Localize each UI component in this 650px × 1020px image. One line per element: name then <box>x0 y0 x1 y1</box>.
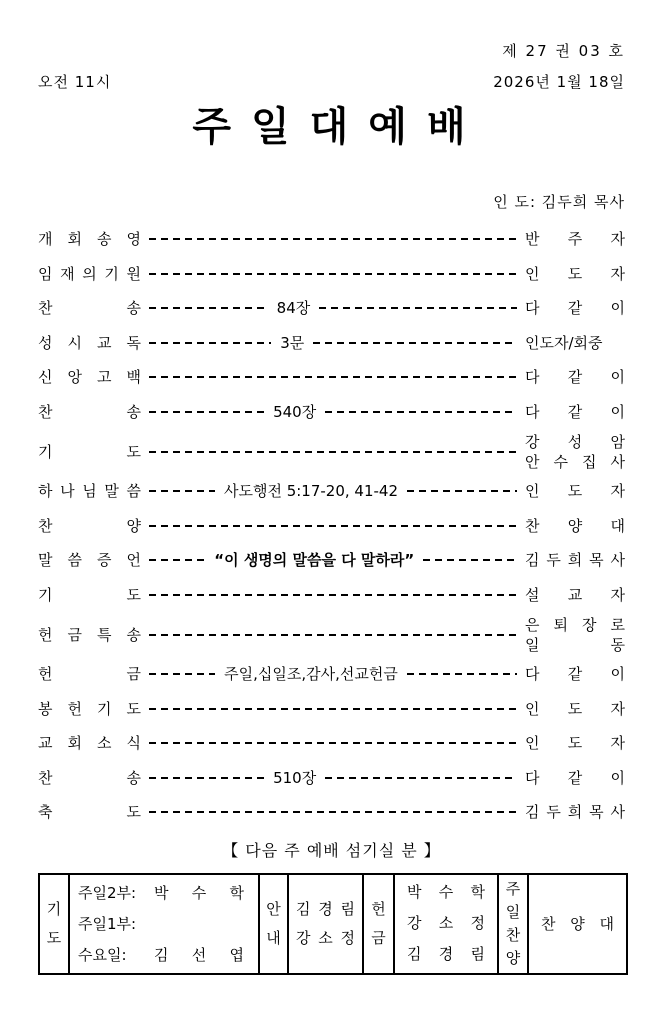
next-week-table <box>38 873 628 975</box>
dotted-leader <box>325 411 517 413</box>
assignee-line: 다 같 이 <box>525 665 625 684</box>
program-item-assignee <box>525 367 625 387</box>
prayer-slot-label: 주일1부: <box>78 914 137 933</box>
prayer-names-cell <box>69 874 259 974</box>
program-row <box>38 326 625 361</box>
dotted-leader <box>149 411 264 413</box>
program-row <box>38 726 625 761</box>
dotted-leader <box>149 342 271 344</box>
prayer-slot-label: 수요일: <box>78 945 127 964</box>
assignee-line: 일 동 <box>525 635 625 654</box>
page-title: 주 일 대 예 배 <box>192 104 471 149</box>
vertical-header-char: 기 <box>46 899 62 918</box>
assignee-line: 설 교 자 <box>525 585 625 604</box>
assignee-line: 안 수 집 사 <box>525 452 625 471</box>
dotted-leader <box>149 673 215 675</box>
program-row <box>38 761 625 796</box>
assignee-line: 다 같 이 <box>525 402 625 421</box>
praise-value: 찬 양 대 <box>541 914 614 933</box>
vertical-header-char: 헌 <box>371 899 386 918</box>
program-item-label: 기 도 <box>38 585 141 604</box>
offering-names-cell <box>394 874 498 974</box>
service-date: 2026년 1월 18일 <box>493 73 625 91</box>
vertical-header-char: 금 <box>371 928 386 947</box>
program-item-label: 헌 금 특 송 <box>38 625 141 644</box>
assignee-line: 김 두 희 목 사 <box>525 551 625 570</box>
usher-name: 강 소 정 <box>296 928 355 947</box>
assignee-line: 다 같 이 <box>525 768 625 787</box>
program-item-label: 말 씀 증 언 <box>38 551 141 570</box>
program-item-assignee <box>525 264 625 284</box>
program-item-assignee <box>525 432 625 472</box>
program-item-label: 헌 금 <box>38 665 141 684</box>
dotted-leader <box>149 273 517 275</box>
issue-number: 제 27 권 03 호 <box>502 42 625 60</box>
dotted-leader <box>149 307 268 309</box>
dotted-leader <box>149 634 517 636</box>
duty-table-row <box>39 874 627 974</box>
next-week-heading: 【 다음 주 예배 섬기실 분 】 <box>222 840 441 860</box>
program-item-label: 찬 송 <box>38 299 141 318</box>
assignee-line: 다 같 이 <box>525 368 625 387</box>
vertical-header-char: 양 <box>505 948 521 967</box>
assignee-line: 다 같 이 <box>525 299 625 318</box>
praise-header-cell <box>498 874 528 974</box>
program-item-assignee <box>525 802 625 822</box>
program-item-label: 기 도 <box>38 442 141 461</box>
assignee-line: 반 주 자 <box>525 230 625 249</box>
assignee-line: 은 퇴 장 로 <box>525 615 625 634</box>
offering-name: 김 경 림 <box>407 945 485 964</box>
dotted-leader <box>149 708 517 710</box>
dotted-leader <box>149 525 517 527</box>
vertical-header-char: 도 <box>46 928 62 947</box>
program-item-assignee <box>525 733 625 753</box>
assignee-line: 인도자/회중 <box>525 333 603 352</box>
program-row <box>38 657 625 692</box>
program-item-assignee <box>525 550 625 570</box>
dotted-leader <box>149 742 517 744</box>
program-item-assignee <box>525 585 625 605</box>
program-row <box>38 795 625 830</box>
program-item-assignee <box>525 229 625 249</box>
dotted-leader <box>313 342 517 344</box>
prayer-line <box>70 877 258 908</box>
assignee-line: 인 도 자 <box>525 734 625 753</box>
program-item-assignee <box>525 333 625 353</box>
program-item-label: 하 나 님 말 씀 <box>38 482 141 501</box>
program-item-assignee <box>525 768 625 788</box>
assignee-line: 강 성 암 <box>525 432 625 451</box>
vertical-header-char: 안 <box>266 899 281 918</box>
program-item-detail: 3문 <box>280 333 305 352</box>
program-item-assignee <box>525 298 625 318</box>
offering-name: 박 수 학 <box>407 883 485 902</box>
dotted-leader <box>423 559 517 561</box>
program-item-detail: 510장 <box>273 768 317 787</box>
vertical-header-char: 일 <box>505 902 521 921</box>
subheader <box>38 73 625 91</box>
program-item-assignee <box>525 481 625 501</box>
program-row <box>38 395 625 430</box>
prayer-person-name: 김 선 엽 <box>154 945 244 964</box>
program-item-detail: 사도행전 5:17-20, 41-42 <box>223 482 399 501</box>
vertical-header-char: 내 <box>266 928 281 947</box>
dotted-leader <box>149 376 517 378</box>
dotted-leader <box>325 777 517 779</box>
program-item-assignee <box>525 664 625 684</box>
program-item-label: 봉 헌 기 도 <box>38 699 141 718</box>
leader-line: 인 도: 김두희 목사 <box>493 193 625 211</box>
assignee-line: 인 도 자 <box>525 264 625 283</box>
program-row <box>38 257 625 292</box>
usher-name: 김 경 림 <box>296 899 355 918</box>
program-item-label: 신 앙 고 백 <box>38 368 141 387</box>
usher-header-cell <box>259 874 288 974</box>
program-item-label: 임 재 의 기 원 <box>38 264 141 283</box>
dotted-leader <box>149 490 215 492</box>
program-row <box>38 543 625 578</box>
program-item-assignee <box>525 699 625 719</box>
prayer-header-cell <box>39 874 69 974</box>
program-item-detail: “이 생명의 말씀을 다 말하라” <box>214 551 415 570</box>
program-row <box>38 578 625 613</box>
dotted-leader <box>149 559 205 561</box>
vertical-header-char: 주 <box>505 879 521 898</box>
program-item-label: 개 회 송 영 <box>38 230 141 249</box>
program-item-assignee <box>525 516 625 536</box>
dotted-leader <box>149 594 517 596</box>
assignee-line: 찬 양 대 <box>525 516 625 535</box>
program-row <box>38 429 625 474</box>
program-item-label: 성 시 교 독 <box>38 333 141 352</box>
dotted-leader <box>407 490 517 492</box>
program-item-detail: 540장 <box>273 402 317 421</box>
dotted-leader <box>149 777 264 779</box>
dotted-leader <box>149 238 517 240</box>
program-item-label: 축 도 <box>38 803 141 822</box>
program-item-label: 찬 송 <box>38 402 141 421</box>
assignee-line: 인 도 자 <box>525 482 625 501</box>
program-item-detail: 주일,십일조,감사,선교헌금 <box>224 665 398 684</box>
prayer-line <box>70 908 258 939</box>
prayer-slot-label: 주일2부: <box>78 883 137 902</box>
dotted-leader <box>149 451 517 453</box>
program-row <box>38 612 625 657</box>
offering-header-cell <box>363 874 394 974</box>
program-item-assignee <box>525 615 625 655</box>
prayer-line <box>70 939 258 970</box>
dotted-leader <box>149 811 517 813</box>
program-list <box>38 222 625 830</box>
program-row <box>38 222 625 257</box>
program-row <box>38 474 625 509</box>
service-time: 오전 11시 <box>38 73 112 91</box>
vertical-header-char: 찬 <box>505 925 521 944</box>
program-item-detail: 84장 <box>276 299 311 318</box>
program-item-label: 교 회 소 식 <box>38 734 141 753</box>
offering-name: 강 소 정 <box>407 914 485 933</box>
program-row <box>38 360 625 395</box>
program-row <box>38 509 625 544</box>
program-item-label: 찬 양 <box>38 516 141 535</box>
dotted-leader <box>319 307 517 309</box>
program-row <box>38 692 625 727</box>
prayer-person-name: 박 수 학 <box>154 883 244 902</box>
usher-names-cell <box>288 874 363 974</box>
program-row <box>38 291 625 326</box>
praise-cell <box>528 874 627 974</box>
assignee-line: 김 두 희 목 사 <box>525 803 625 822</box>
program-item-label: 찬 송 <box>38 768 141 787</box>
assignee-line: 인 도 자 <box>525 699 625 718</box>
program-item-assignee <box>525 402 625 422</box>
dotted-leader <box>407 673 517 675</box>
